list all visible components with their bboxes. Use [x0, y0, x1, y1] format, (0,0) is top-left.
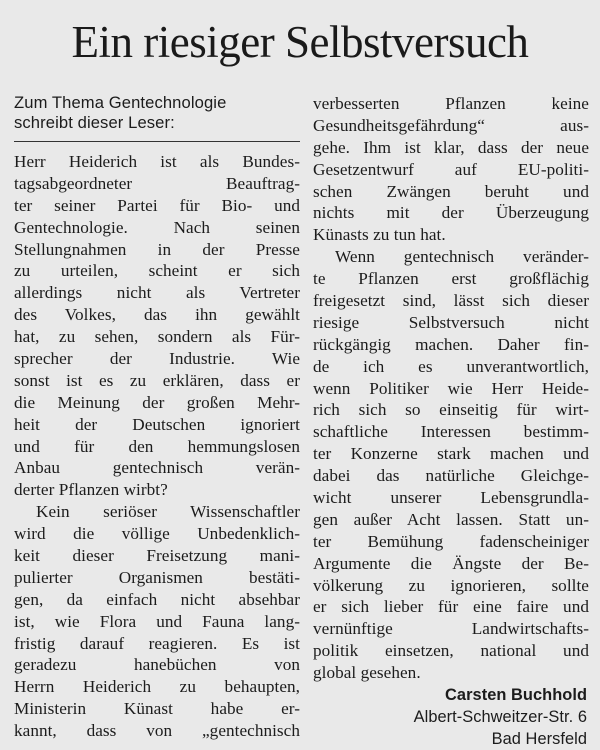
headline: Ein riesiger Selbstversuch — [71, 17, 529, 67]
text-line: freigesetzt sind, lässt sich dieser — [313, 291, 589, 311]
text-line: wicht unserer Lebensgrundla- — [313, 488, 589, 508]
text-line: Anbau gentechnisch verän- — [14, 458, 300, 478]
text-line: rückgängig machen. Daher fin- — [313, 334, 589, 354]
text-line: kannt, dass von „gentechnisch — [14, 721, 300, 741]
text-line: Argumente die Ängste der Be- — [313, 553, 589, 573]
text-line: gen, da einfach nicht absehbar — [14, 589, 300, 609]
text-line: wird die völlige Unbedenklich- — [14, 524, 300, 544]
intro-line: schreibt dieser Leser: — [14, 113, 175, 132]
text-line: Herrn Heiderich zu behaupten, — [14, 677, 300, 697]
text-line: sonst ist es zu erklären, dass er — [14, 370, 300, 390]
text-line: Herr Heiderich ist als Bundes- — [14, 152, 300, 171]
text-line: ter seiner Partei für Bio- und — [14, 195, 300, 215]
text-line: er sich lieber für eine faire und — [313, 597, 589, 617]
text-line: dabei das natürliche Gleichge- — [313, 466, 589, 486]
text-line: schaftliche Interessen bestimm- — [313, 422, 589, 442]
text-line: fristig darauf reagieren. Es ist — [14, 633, 300, 653]
separator-rule — [14, 141, 300, 142]
intro-line: Zum Thema Gentechnologie — [14, 93, 227, 112]
text-line: Kein seriöser Wissenschaftler — [36, 502, 300, 522]
text-line: Ministerin Künast habe er- — [14, 699, 300, 719]
text-line: hat, zu sehen, sondern als Für- — [14, 327, 300, 347]
text-line: tagsabgeordneter Beauftrag- — [14, 173, 300, 193]
intro-note — [14, 93, 300, 137]
right-column-body — [313, 93, 589, 684]
text-line: Stellungnahmen in der Presse — [14, 239, 300, 259]
text-line: heit der Deutschen ignoriert — [14, 414, 300, 434]
text-line: gen außer Acht lassen. Statt un- — [313, 509, 589, 529]
text-line: nichts mit der Überzeugung — [313, 203, 589, 223]
text-line: Künasts zu tun hat. — [313, 225, 446, 245]
text-line: vernünftige Landwirtschafts- — [313, 619, 589, 639]
text-line: schen Zwängen beruht und — [313, 181, 589, 201]
text-line: pulierter Organismen bestäti- — [14, 567, 300, 587]
text-line: ist, wie Flora und Fauna lang- — [14, 611, 300, 631]
text-line: sprecher der Industrie. Wie — [14, 349, 300, 369]
text-line: ter Konzerne stark machen und — [313, 444, 589, 464]
text-line: gehe. Ihm ist klar, dass der neue — [313, 137, 589, 157]
text-line: verbesserten Pflanzen keine — [313, 94, 589, 113]
text-line: de ich es unverantwortlich, — [313, 356, 589, 376]
text-line: des Volkes, das ihn gewählt — [14, 305, 300, 325]
text-line: politik einsetzen, national und — [313, 641, 589, 661]
text-line: Gesetzentwurf auf EU-politi- — [313, 159, 589, 179]
author-city: Bad Hersfeld — [491, 730, 587, 749]
text-line: die Meinung der großen Mehr- — [14, 392, 300, 412]
text-line: ter Bemühung fadenscheiniger — [313, 531, 589, 551]
text-line: Wenn gentechnisch veränder- — [335, 247, 589, 267]
left-column — [14, 93, 300, 742]
text-line: global gesehen. — [313, 663, 421, 683]
signature-block — [313, 684, 587, 750]
left-column-body — [14, 151, 300, 742]
text-line: völkerung zu ignorieren, sollte — [313, 575, 589, 595]
text-line: geradezu hanebüchen von — [14, 655, 300, 675]
author-name: Carsten Buchhold — [445, 686, 587, 705]
text-line: te Pflanzen erst großflächig — [313, 269, 589, 289]
author-street: Albert-Schweitzer-Str. 6 — [413, 708, 587, 727]
text-line: wenn Politiker wie Herr Heide- — [313, 378, 589, 398]
text-line: keit dieser Freisetzung mani- — [14, 546, 300, 566]
text-line: riesige Selbstversuch nicht — [313, 312, 589, 332]
text-line: und für den hemmungslosen — [14, 436, 300, 456]
right-column — [313, 93, 589, 750]
text-line: Gesundheitsgefährdung“ aus- — [313, 115, 589, 135]
text-line: derter Pflanzen wirbt? — [14, 480, 168, 500]
text-line: rich sich so einseitig für wirt- — [313, 400, 589, 420]
text-line: allerdings nicht als Vertreter — [14, 283, 300, 303]
text-line: Gentechnologie. Nach seinen — [14, 217, 300, 237]
text-line: zu urteilen, scheint er sich — [14, 261, 300, 281]
